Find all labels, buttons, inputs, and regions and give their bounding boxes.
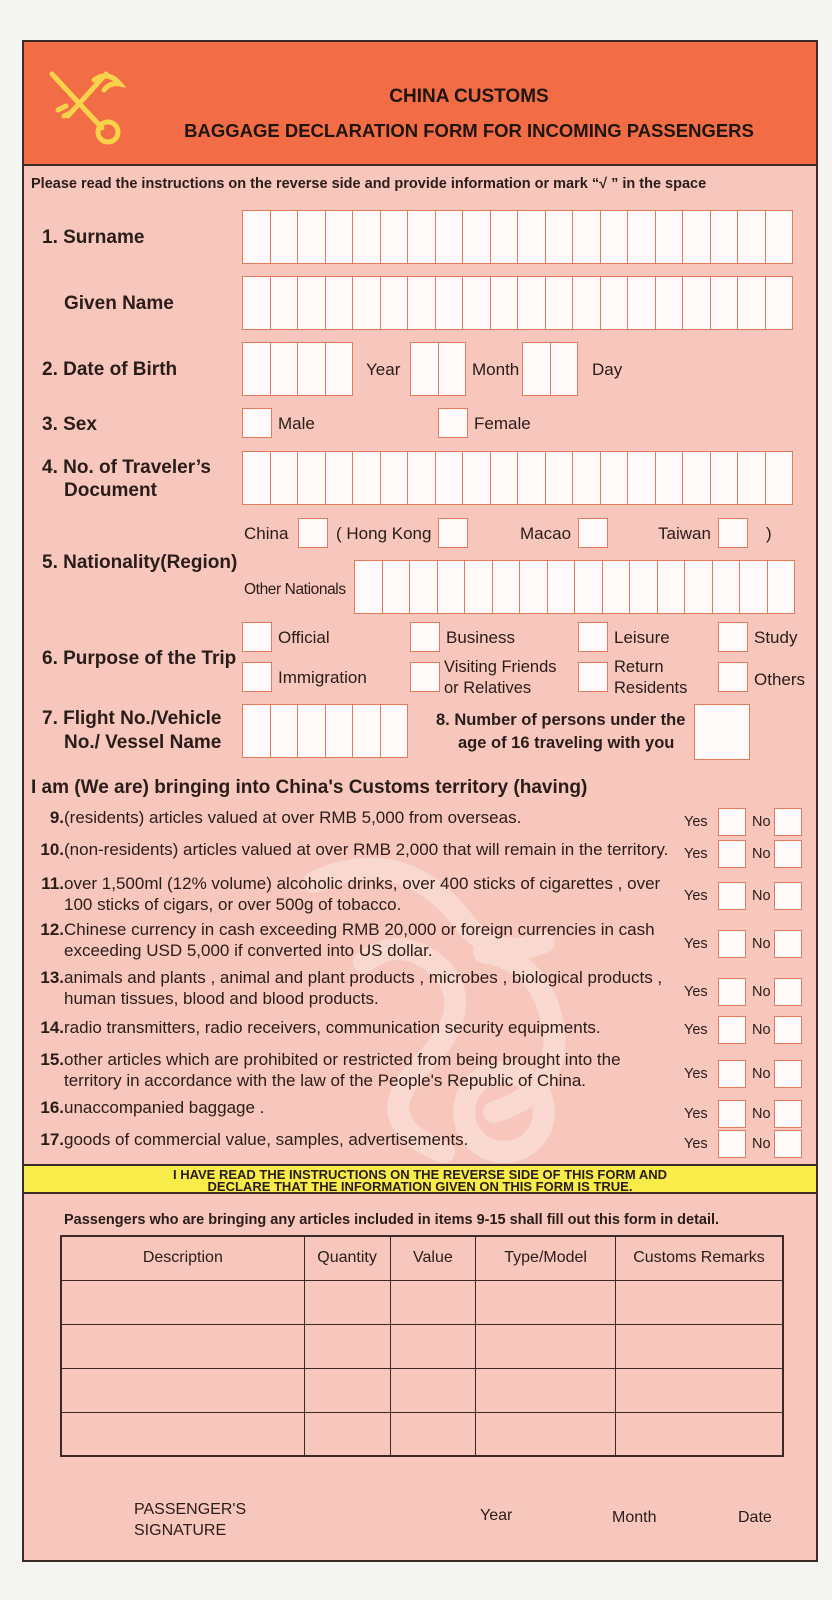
- question-number: 15.: [40, 1050, 64, 1069]
- no-label: No: [752, 1106, 771, 1122]
- question-number: 10.: [40, 840, 64, 859]
- question-text: unaccompanied baggage .: [64, 1098, 265, 1117]
- table-row: [61, 1368, 783, 1412]
- question-text: other articles which are prohibited or restricted from being brought into the: [64, 1050, 621, 1069]
- persons-label-line2: age of 16 traveling with you: [458, 734, 675, 752]
- no-label: No: [752, 936, 771, 952]
- table-cell[interactable]: [476, 1280, 616, 1324]
- surname-label: 1. Surname: [42, 227, 145, 248]
- document-number-input[interactable]: [242, 451, 792, 505]
- table-cell[interactable]: [476, 1324, 616, 1368]
- question-text: animals and plants , animal and plant products , microbes , biological products ,: [64, 968, 663, 987]
- question-number: 13.: [40, 968, 64, 987]
- instructions-text: Please read the instructions on the reverse side and provide information or mark “√ ” in the space: [31, 176, 707, 192]
- no-checkbox[interactable]: [774, 1060, 802, 1088]
- yes-label: Yes: [684, 1106, 708, 1122]
- col-value: Value: [390, 1236, 476, 1280]
- no-checkbox[interactable]: [774, 930, 802, 958]
- immigration-checkbox[interactable]: [242, 662, 272, 692]
- no-checkbox[interactable]: [774, 840, 802, 868]
- dob-month-input[interactable]: [410, 342, 465, 396]
- question-number: 11.: [41, 874, 64, 893]
- table-cell[interactable]: [390, 1324, 476, 1368]
- female-checkbox[interactable]: [438, 408, 468, 438]
- taiwan-checkbox[interactable]: [718, 518, 748, 548]
- china-checkbox[interactable]: [298, 518, 328, 548]
- declaration-bar: [24, 1164, 816, 1194]
- signature-date-label: Date: [738, 1509, 772, 1526]
- flight-label-line2: No./ Vessel Name: [64, 732, 222, 753]
- question-text: Chinese currency in cash exceeding RMB 20,000 or foreign currencies in cash: [64, 920, 655, 939]
- return-residents-checkbox[interactable]: [578, 662, 608, 692]
- question-text-continued: human tissues, blood and blood products.: [64, 989, 379, 1008]
- macao-label: Macao: [520, 524, 572, 543]
- no-label: No: [752, 814, 771, 830]
- female-label: Female: [474, 414, 531, 433]
- no-label: No: [752, 1136, 771, 1152]
- question-number: 12.: [40, 920, 64, 939]
- dob-month-label: Month: [472, 360, 520, 379]
- close-paren: ): [766, 524, 772, 543]
- table-cell[interactable]: [304, 1324, 390, 1368]
- nationality-label: 5. Nationality(Region): [42, 552, 238, 573]
- visiting-label-line1: Visiting Friends: [444, 658, 557, 676]
- table-cell[interactable]: [304, 1280, 390, 1324]
- leisure-checkbox[interactable]: [578, 622, 608, 652]
- table-cell[interactable]: [61, 1324, 304, 1368]
- no-checkbox[interactable]: [774, 1100, 802, 1128]
- declaration-form: [22, 40, 818, 1562]
- question-number: 17.: [40, 1130, 64, 1149]
- flight-number-input[interactable]: [242, 704, 407, 758]
- table-cell[interactable]: [476, 1368, 616, 1412]
- persons-under-16-input[interactable]: [694, 704, 750, 760]
- table-cell[interactable]: [61, 1280, 304, 1324]
- dob-year-label: Year: [366, 360, 401, 379]
- yes-label: Yes: [684, 814, 708, 830]
- table-cell[interactable]: [390, 1368, 476, 1412]
- yes-checkbox[interactable]: [718, 930, 746, 958]
- no-checkbox[interactable]: [774, 882, 802, 910]
- yes-label: Yes: [684, 936, 708, 952]
- col-customs-remarks: Customs Remarks: [615, 1236, 783, 1280]
- yes-label: Yes: [684, 888, 708, 904]
- question-number: 9.: [49, 808, 64, 827]
- no-label: No: [752, 888, 771, 904]
- signature-label-line2: SIGNATURE: [134, 1522, 227, 1539]
- col-type-model: Type/Model: [476, 1236, 616, 1280]
- immigration-label: Immigration: [278, 668, 367, 687]
- sex-label: 3. Sex: [42, 414, 97, 435]
- male-label: Male: [278, 414, 315, 433]
- question-text: (residents) articles valued at over RMB 5,000 from overseas.: [64, 808, 522, 827]
- business-checkbox[interactable]: [410, 622, 440, 652]
- dob-day-input[interactable]: [522, 342, 577, 396]
- taiwan-label: Taiwan: [658, 524, 711, 543]
- form-title: CHINA CUSTOMS: [389, 86, 549, 107]
- no-checkbox[interactable]: [774, 1016, 802, 1044]
- table-cell[interactable]: [304, 1412, 390, 1456]
- yes-label: Yes: [684, 984, 708, 1000]
- other-nationals-label: Other Nationals: [244, 581, 346, 598]
- given-name-label: Given Name: [64, 293, 174, 314]
- yes-checkbox[interactable]: [718, 808, 746, 836]
- yes-label: Yes: [684, 846, 708, 862]
- question-text-continued: 100 sticks of cigars, or over 500g of tobacco.: [64, 895, 402, 914]
- customs-emblem-icon: [44, 66, 126, 146]
- visiting-label-line2: or Relatives: [444, 679, 532, 697]
- yes-checkbox[interactable]: [718, 978, 746, 1006]
- form-header: [24, 42, 816, 166]
- visiting-checkbox[interactable]: [410, 662, 440, 692]
- china-label: China: [244, 524, 289, 543]
- dob-year-input[interactable]: [242, 342, 352, 396]
- document-label-line1: 4. No. of Traveler’s: [42, 457, 211, 478]
- yes-label: Yes: [684, 1136, 708, 1152]
- business-label: Business: [446, 628, 515, 647]
- question-text: radio transmitters, radio receivers, communication security equipments.: [64, 1018, 601, 1037]
- yes-label: Yes: [684, 1066, 708, 1082]
- yes-checkbox[interactable]: [718, 1016, 746, 1044]
- no-label: No: [752, 1022, 771, 1038]
- given-name-input[interactable]: [242, 276, 792, 330]
- dob-label: 2. Date of Birth: [42, 359, 178, 380]
- question-number: 14.: [40, 1018, 64, 1037]
- no-label: No: [752, 846, 771, 862]
- question-number: 16.: [40, 1098, 64, 1117]
- hong-kong-checkbox[interactable]: [438, 518, 468, 548]
- table-cell[interactable]: [615, 1412, 783, 1456]
- bringing-heading: I am (We are) bringing into China's Customs territory (having): [31, 777, 588, 798]
- table-cell[interactable]: [615, 1280, 783, 1324]
- others-label: Others: [754, 670, 806, 689]
- hong-kong-label: ( Hong Kong: [336, 524, 432, 543]
- yes-label: Yes: [684, 1022, 708, 1038]
- table-cell[interactable]: [304, 1368, 390, 1412]
- purpose-label: 6. Purpose of the Trip: [42, 648, 237, 669]
- table-cell[interactable]: [61, 1412, 304, 1456]
- signature-year-label: Year: [480, 1507, 513, 1524]
- flight-label-line1: 7. Flight No./Vehicle: [42, 708, 222, 729]
- return-label-line1: Return: [614, 658, 664, 676]
- no-label: No: [752, 1066, 771, 1082]
- return-label-line2: Residents: [614, 679, 688, 697]
- table-cell[interactable]: [390, 1412, 476, 1456]
- question-text-continued: exceeding USD 5,000 if converted into US dollar.: [64, 941, 433, 960]
- official-checkbox[interactable]: [242, 622, 272, 652]
- articles-table: [60, 1235, 784, 1457]
- signature-month-label: Month: [612, 1509, 657, 1526]
- col-quantity: Quantity: [304, 1236, 390, 1280]
- question-text: over 1,500ml (12% volume) alcoholic drinks, over 400 sticks of cigarettes , over: [64, 874, 661, 893]
- no-checkbox[interactable]: [774, 978, 802, 1006]
- official-label: Official: [278, 628, 330, 647]
- table-row: [61, 1324, 783, 1368]
- col-description: Description: [61, 1236, 304, 1280]
- table-header-row: [61, 1236, 783, 1280]
- other-nationals-input[interactable]: [354, 560, 794, 614]
- yes-checkbox[interactable]: [718, 1060, 746, 1088]
- yes-checkbox[interactable]: [718, 840, 746, 868]
- surname-input[interactable]: [242, 210, 792, 264]
- male-checkbox[interactable]: [242, 408, 272, 438]
- others-checkbox[interactable]: [718, 662, 748, 692]
- document-label-line2: Document: [64, 480, 157, 501]
- table-row: [61, 1280, 783, 1324]
- yes-checkbox[interactable]: [718, 1100, 746, 1128]
- study-label: Study: [754, 628, 798, 647]
- leisure-label: Leisure: [614, 628, 670, 647]
- declaration-line1: I HAVE READ THE INSTRUCTIONS ON THE REVERSE SIDE OF THIS FORM AND: [172, 1167, 668, 1182]
- table-cell[interactable]: [615, 1368, 783, 1412]
- table-row: [61, 1412, 783, 1456]
- no-checkbox[interactable]: [774, 1130, 802, 1158]
- declaration-line2: DECLARE THAT THE INFORMATION GIVEN ON THIS FORM IS TRUE.: [207, 1179, 633, 1194]
- question-text-continued: territory in accordance with the law of the People's Republic of China.: [64, 1071, 587, 1090]
- persons-label-line1: 8. Number of persons under the: [436, 711, 686, 729]
- table-cell[interactable]: [61, 1368, 304, 1412]
- macao-checkbox[interactable]: [578, 518, 608, 548]
- study-checkbox[interactable]: [718, 622, 748, 652]
- table-cell[interactable]: [476, 1412, 616, 1456]
- form-subtitle: BAGGAGE DECLARATION FORM FOR INCOMING PASSENGERS: [184, 120, 754, 141]
- table-cell[interactable]: [615, 1324, 783, 1368]
- no-checkbox[interactable]: [774, 808, 802, 836]
- question-text: (non-residents) articles valued at over RMB 2,000 that will remain in the territory.: [64, 840, 669, 859]
- question-text: goods of commercial value, samples, advertisements.: [64, 1130, 469, 1149]
- signature-label-line1: PASSENGER'S: [134, 1501, 247, 1518]
- table-cell[interactable]: [390, 1280, 476, 1324]
- detail-note: Passengers who are bringing any articles included in items 9-15 shall fill out this form in detail.: [64, 1212, 720, 1228]
- no-label: No: [752, 984, 771, 1000]
- yes-checkbox[interactable]: [718, 1130, 746, 1158]
- yes-checkbox[interactable]: [718, 882, 746, 910]
- dob-day-label: Day: [592, 360, 623, 379]
